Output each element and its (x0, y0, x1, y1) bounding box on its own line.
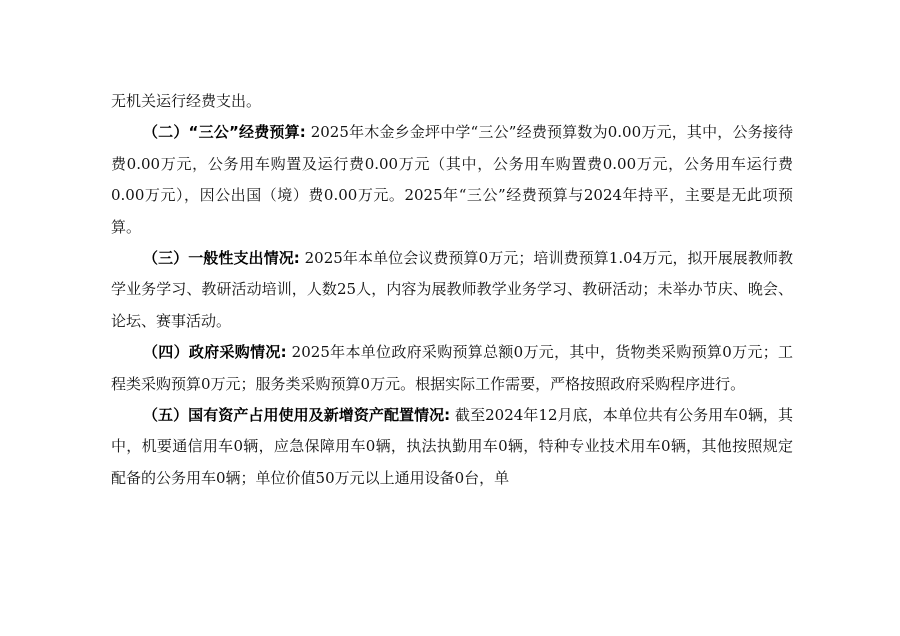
paragraph-text: 2025年本单位政府采购预算总额0万元，其中，货物类采购预算0万元；工程类采购预算0万元；服务类采购预算0万元。根据实际工作需要，严格按照政府采购程序进行。 (111, 343, 793, 393)
paragraph-text: 截至2024年12月底，本单位共有公务用车0辆，其中，机要通信用车0辆，应急保障用车0辆，执法执勤用车0辆，特种专业技术用车0辆，其他按照规定配备的公务用车0辆；单位价值50万元以上通用设备0台，单 (111, 406, 793, 487)
paragraph-three-public-budget (111, 117, 793, 243)
paragraph-heading: （二）“三公”经费预算: (143, 123, 306, 142)
paragraph-government-procurement (111, 337, 793, 400)
paragraph-state-assets (111, 400, 793, 494)
paragraph-heading: （四）政府采购情况: (143, 343, 287, 362)
paragraph-continuation (111, 86, 793, 117)
paragraph-heading: （三）一般性支出情况: (143, 249, 300, 268)
paragraph-heading: （五）国有资产占用使用及新增资产配置情况: (143, 406, 451, 425)
paragraph-text: 2025年本单位会议费预算0万元；培训费预算1.04万元，拟开展展教师教学业务学习、教研活动培训，人数25人，内容为展教师教学业务学习、教研活动；未举办节庆、晚会、论坛、赛事活动。 (111, 249, 794, 330)
paragraph-text: 2025年木金乡金坪中学“三公”经费预算数为0.00万元，其中，公务接待费0.00万元，公务用车购置及运行费0.00万元（其中，公务用车购置费0.00万元，公务用车运行费0.00万元），因公出国（境）费0.00万元。2025年“三公”经费预算与2024年持平，主要是无此项预算。 (111, 123, 794, 236)
paragraph-general-expenditure (111, 243, 793, 337)
paragraph-text: 无机关运行经费支出。 (111, 92, 262, 110)
document-body (111, 86, 793, 494)
